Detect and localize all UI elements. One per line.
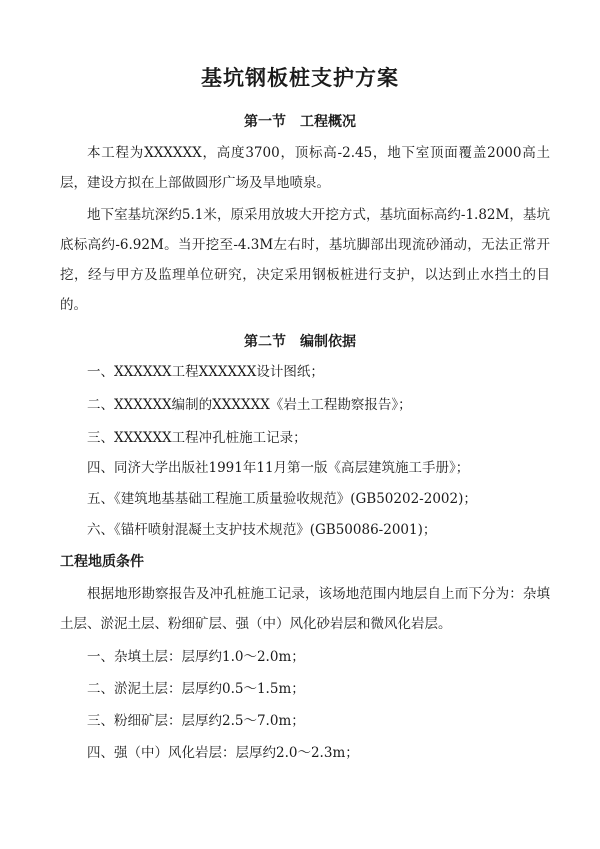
layer-item-1: 一、杂填土层：层厚约1.0～2.0m；: [87, 649, 305, 665]
basis-item-1: 一、XXXXXX工程XXXXXX设计图纸；: [87, 364, 324, 380]
document-title: 基坑钢板桩支护方案: [201, 66, 399, 90]
basis-item-5: 五、《建筑地基基础工程施工质量验收规范》(GB50202-2002)；: [87, 491, 477, 507]
layer-item-4: 四、强（中）风化岩层：层厚约2.0～2.3m；: [87, 745, 359, 761]
basis-item-3: 三、XXXXXX工程冲孔桩施工记录；: [87, 430, 307, 446]
geology-heading: 工程地质条件: [60, 554, 144, 570]
paragraph-overview-2: 地下室基坑深约5.1米，原采用放坡大开挖方式，基坑面标高约-1.82M，基坑底标高约-6.92M。当开挖至-4.3M左右时，基坑脚部出现流砂涌动，无法正常开挖，经与甲方及监理单位研究，决定采用钢板桩进行支护，以达到止水挡土的目的。: [60, 207, 550, 313]
geology-intro: 根据地形勘察报告及冲孔桩施工记录，该场地范围内地层自上而下分为：杂填土层、淤泥土层、粉细矿层、强（中）风化砂岩层和微风化岩层。: [60, 586, 550, 632]
basis-item-2: 二、XXXXXX编制的XXXXXX《岩土工程勘察报告》；: [87, 397, 412, 413]
layer-item-2: 二、淤泥土层：层厚约0.5～1.5m；: [87, 681, 305, 697]
paragraph-overview-1: 本工程为XXXXXX，高度3700，顶标高-2.45，地下室顶面覆盖2000高土层，建设方拟在上部做圆形广场及旱地喷泉。: [60, 145, 550, 191]
section-1-heading: 第一节 工程概况: [244, 114, 356, 130]
basis-item-4: 四、同济大学出版社1991年11月第一版《高层建筑施工手册》；: [87, 460, 470, 476]
layer-item-3: 三、粉细矿层：层厚约2.5～7.0m；: [87, 713, 305, 729]
section-2-heading: 第二节 编制依据: [244, 334, 356, 350]
basis-item-6: 六、《锚杆喷射混凝土支护技术规范》(GB50086-2001)；: [87, 522, 437, 538]
